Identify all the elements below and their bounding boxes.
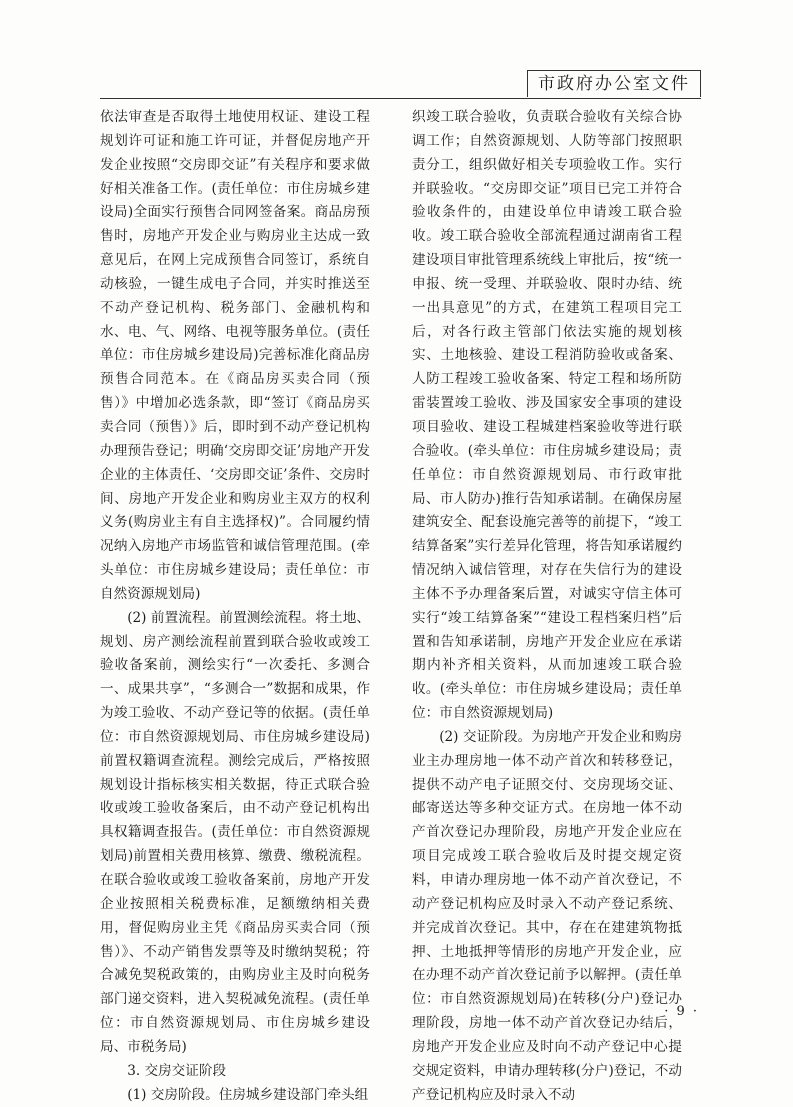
section-title: 市政府办公室文件 (527, 70, 701, 97)
paragraph: (2) 前置流程。前置测绘流程。将土地、规划、房产测绘流程前置到联合验收或竣工验收备案前，测绘实行“一次委托、多测合一、成果共享”，“多测合一”数据和成果，作为竣工验收、不动产登记等的依据。(责任单位：市自然资源规划局、市住房城乡建设局)前置权籍调查流程。测绘完成后，严格按照规划设计指标核实相关数据，待正式联合验收或竣工验收备案后，由不动产登记机构出具权籍调查报告。(责任单位：市自然资源规划局)前置相关费用核算、缴费、缴税流程。在联合验收或竣工验收备案前，房地产开发企业按照相关税费标准，足额缴纳相关费用，督促购房业主凭《商品房买卖合同（预售）》、不动产销售发票等及时缴纳契税；符合减免契税政策的，由购房业主及时向税务部门递交资料，进入契税减免流程。(责任单位：市自然资源规划局、市住房城乡建设局、市税务局) (100, 609, 370, 1055)
paragraph: 依法审查是否取得土地使用权证、建设工程规划许可证和施工许可证，并督促房地产开发企业按照“交房即交证”有关程序和要求做好相关准备工作。(责任单位：市住房城乡建设局)全面实行预售合同网签备案。商品房预售时，房地产开发企业与购房业主达成一致意见后，在网上完成预售合同签订，系统自动核验，一键生成电子合同，并实时推送至不动产登记机构、税务部门、金融机构和水、电、气、网络、电视等服务单位。(责任单位：市住房城乡建设局)完善标准化商品房预售合同范本。在《商品房买卖合同（预售）》中增加必选条款，即“签订《商品房买卖合同（预售）》后，即时到不动产登记机构办理预告登记；明确‘交房即交证’房地产开发企业的主体责任、‘交房即交证’条件、交房时间、房地产开发企业和购房业主双方的权利义务(购房业主有自主选择权)”。合同履约情况纳入房地产市场监管和诚信管理范围。(牵头单位：市住房城乡建设局；责任单位：市自然资源规划局) (100, 109, 370, 602)
left-column (100, 106, 370, 1107)
page-number: · 9 · (664, 1004, 699, 1019)
section-heading: 3. 交房交证阶段 (127, 1062, 227, 1079)
paragraph: (2) 交证阶段。为房地产开发企业和购房业主办理房地一体不动产首次和转移登记，提供不动产电子证照交付、交房现场交证、邮寄送达等多种交证方式。在房地一体不动产首次登记办理阶段，房地产开发企业应在项目完成竣工联合验收后及时提交规定资料，申请办理房地一体不动产首次登记，不动产登记机构应及时录入不动产登记系统、并完成首次登记。其中，存在在建建筑物抵押、土地抵押等情形的房地产开发企业，应在办理不动产首次登记前予以解押。(责任单位：市自然资源规划局)在转移(分户)登记办理阶段，房地一体不动产首次登记办结后，房地产开发企业应及时向不动产登记中心提交规定资料，申请办理转移(分户)登记，不动产登记机构应及时录入不动 (412, 728, 682, 1103)
right-column (412, 106, 682, 1107)
header-rule (100, 98, 701, 99)
paragraph: 织竣工联合验收，负责联合验收有关综合协调工作；自然资源规划、人防等部门按照职责分工，组织做好相关专项验收工作。实行并联验收。“交房即交证”项目已完工并符合验收条件的，由建设单位申请竣工联合验收。竣工联合验收全部流程通过湖南省工程建设项目审批管理系统线上审批后，按“统一申报、统一受理、并联验收、限时办结、统一出具意见”的方式，在建筑工程项目完工后，对各行政主管部门依法实施的规划核实、土地核验、建设工程消防验收或备案、人防工程竣工验收备案、特定工程和场所防雷装置竣工验收、涉及国家安全事项的建设项目验收、建设工程城建档案验收等进行联合验收。(牵头单位：市住房城乡建设局；责任单位：市自然资源规划局、市行政审批局、市人防办)推行告知承诺制。在确保房屋建筑安全、配套设施完善等的前提下，“竣工结算备案”实行差异化管理，将告知承诺履约情况纳入诚信管理，对存在失信行为的建设主体不予办理备案后置，对诚实守信主体可实行“竣工结算备案”“建设工程档案归档”后置和告知承诺制，房地产开发企业应在承诺期内补齐相关资料，从而加速竣工联合验收。(牵头单位：市住房城乡建设局；责任单位：市自然资源规划局) (412, 109, 682, 722)
paragraph: (1) 交房阶段。住房城乡建设部门牵头组 (127, 1086, 369, 1103)
